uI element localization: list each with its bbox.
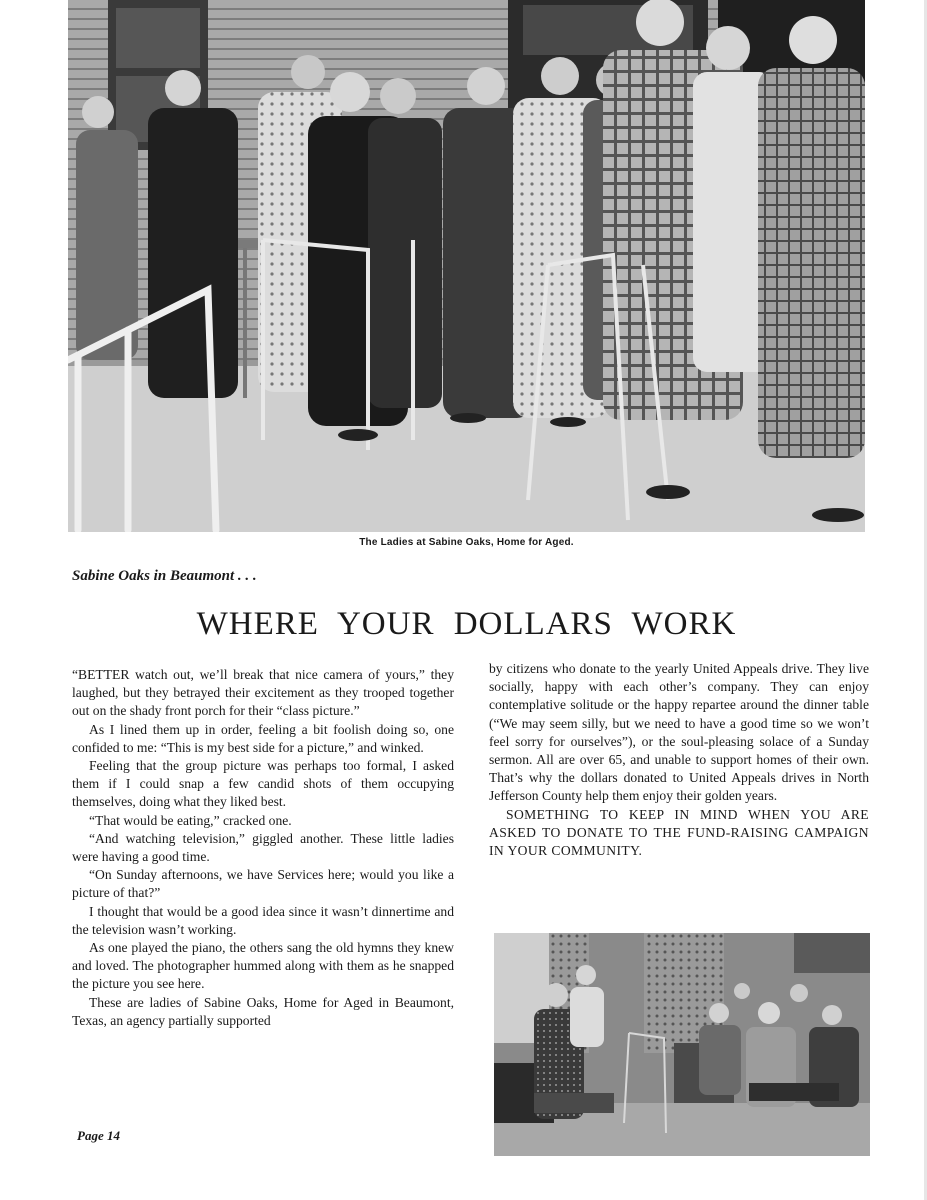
paragraph: by citizens who donate to the yearly United Appeals drive. They live socially, happy with each other’s company. They can enjoy contemplative solitude or the happy repartee around the dinner table (“We may seem silly, but we need to have a good time so we won’t feel sorry for ourselves”), or the soul-pleasing solace of a Sunday sermon. All are over 65, and unable to support homes of their own. That’s why the dollars donated to United Appeals drives in North Jefferson County help them enjoy their golden years. — [489, 661, 869, 804]
photo-caption: The Ladies at Sabine Oaks, Home for Aged. — [359, 537, 574, 548]
left-column — [72, 666, 454, 1030]
paragraph: “On Sunday afternoons, we have Services here; would you like a picture of that?” — [72, 867, 454, 901]
paragraph: I thought that would be a good idea since it wasn’t dinnertime and the television wasn’t working. — [72, 903, 454, 937]
right-column — [489, 660, 869, 860]
closing-appeal: SOMETHING TO KEEP IN MIND WHEN YOU ARE ASKED TO DONATE TO THE FUND-RAISING CAMPAIGN IN YOUR COMMUNITY. — [489, 806, 869, 859]
headline: WHERE YOUR DOLLARS WORK — [196, 606, 737, 642]
paragraph: Feeling that the group picture was perhaps too formal, I asked them if I could snap a few candid shots of them occupying themselves, doing what they liked best. — [72, 758, 454, 810]
paragraph: As one played the piano, the others sang the old hymns they knew and loved. The photographer hummed along with them as he snapped the picture you see here. — [72, 940, 454, 992]
hymn-singing-photo — [494, 933, 870, 1156]
group-photo — [68, 0, 865, 532]
paragraph: “That would be eating,” cracked one. — [89, 812, 292, 828]
paragraph: As I lined them up in order, feeling a bit foolish doing so, one confided to me: “This is my best side for a picture,” and winked. — [72, 721, 454, 755]
kicker: Sabine Oaks in Beaumont . . . — [72, 568, 257, 584]
paragraph: These are ladies of Sabine Oaks, Home for Aged in Beaumont, Texas, an agency partially supported — [72, 994, 454, 1028]
page-number: Page 14 — [77, 1128, 120, 1143]
paragraph: “BETTER watch out, we’ll break that nice camera of yours,” they laughed, but they betrayed their excitement as they trooped together out on the shady front porch for their “class picture.” — [72, 667, 454, 719]
paragraph: “And watching television,” giggled another. These little ladies were having a good time. — [72, 830, 454, 865]
